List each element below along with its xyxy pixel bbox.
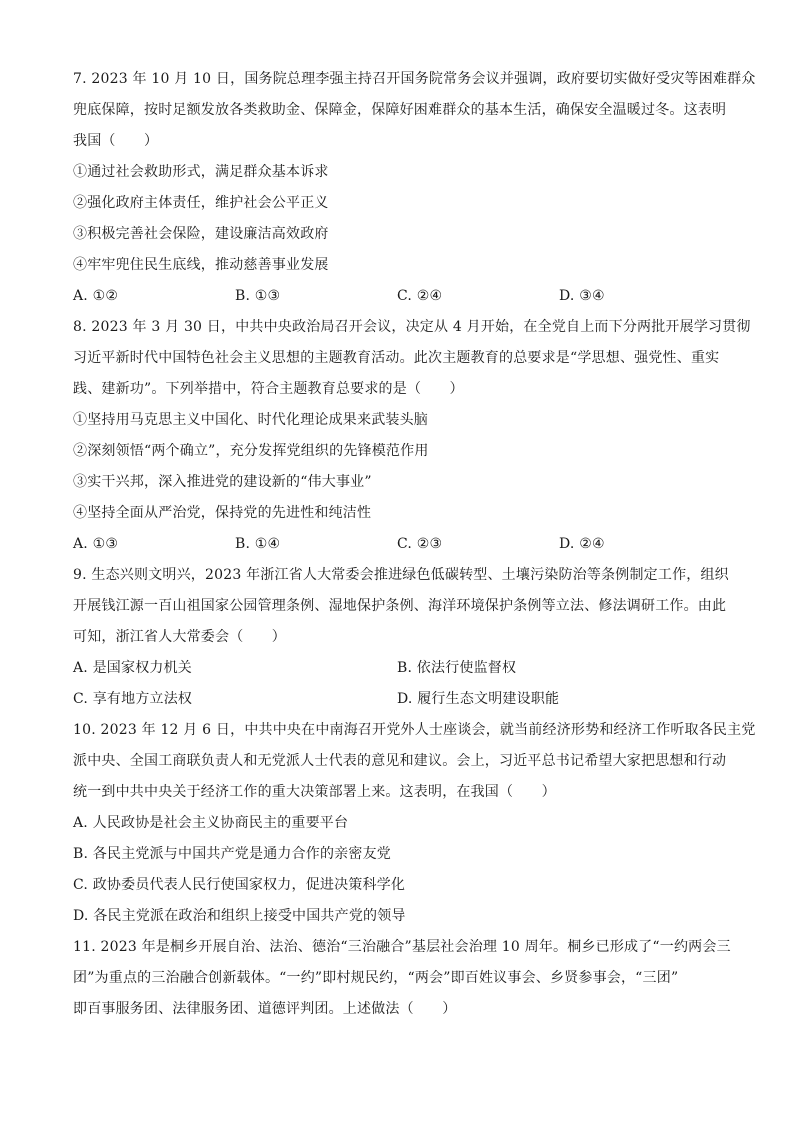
question-10	[73, 715, 756, 932]
question-stem-line: 7. 2023 年 10 月 10 日，国务院总理李强主持召开国务院常务会议并强调，政府要切实做好受灾等困难群众	[73, 71, 756, 87]
choice-b[interactable]: B. 依法行使监督权	[397, 660, 517, 676]
choice-b[interactable]: B. 各民主党派与中国共产党是通力合作的亲密友党	[73, 846, 391, 862]
statement-item: ③积极完善社会保险，建设廉洁高效政府	[73, 226, 329, 242]
choice-a[interactable]: A. ①②	[73, 288, 119, 304]
choice-a[interactable]: A. 人民政协是社会主义协商民主的重要平台	[73, 815, 349, 831]
question-stem-line: 即百事服务团、法律服务团、道德评判团。上述做法（ ）	[73, 1001, 457, 1017]
choice-row	[73, 684, 723, 715]
question-11	[73, 932, 731, 1025]
question-stem-line: 践、建新功”。下列举措中，符合主题教育总要求的是（ ）	[73, 381, 464, 397]
question-7	[73, 64, 756, 312]
question-8	[73, 312, 751, 560]
question-stem-line: 习近平新时代中国特色社会主义思想的主题教育活动。此次主题教育的总要求是“学思想、强党性、重实	[73, 350, 720, 366]
question-stem-line: 11. 2023 年是桐乡开展自治、法治、德治“三治融合”基层社会治理 10 周年。桐乡已形成了“一约两会三	[73, 939, 731, 955]
statement-item: ③实干兴邦，深入推进党的建设新的“伟大事业”	[73, 474, 372, 490]
question-stem-line: 8. 2023 年 3 月 30 日，中共中央政治局召开会议，决定从 4 月开始，在全党自上而下分两批开展学习贯彻	[73, 319, 751, 335]
question-stem-line: 我国（ ）	[73, 133, 159, 149]
choice-d[interactable]: D. ②④	[559, 536, 605, 552]
statement-item: ②深刻领悟“两个确立”，充分发挥党组织的先锋模范作用	[73, 443, 429, 459]
question-9	[73, 560, 729, 715]
question-stem-line: 团”为重点的三治融合创新载体。“一约”即村规民约，“两会”即百姓议事会、乡贤参事会，“三团”	[73, 970, 679, 986]
choice-a[interactable]: A. ①③	[73, 536, 119, 552]
question-stem-line: 10. 2023 年 12 月 6 日，中共中央在中南海召开党外人士座谈会，就当前经济形势和经济工作听取各民主党	[73, 722, 756, 738]
question-stem-line: 9. 生态兴则文明兴，2023 年浙江省人大常委会推进绿色低碳转型、土壤污染防治等条例制定工作，组织	[73, 567, 729, 583]
choice-c[interactable]: C. ②④	[397, 288, 443, 304]
choice-d[interactable]: D. ③④	[559, 288, 605, 304]
choice-row	[73, 281, 723, 312]
choice-d[interactable]: D. 各民主党派在政治和组织上接受中国共产党的领导	[73, 908, 406, 924]
statement-item: ①坚持用马克思主义中国化、时代化理论成果来武装头脑	[73, 412, 428, 428]
choice-row	[73, 529, 723, 560]
statement-item: ④牢牢兜住民生底线，推动慈善事业发展	[73, 257, 329, 273]
question-stem-line: 派中央、全国工商联负责人和无党派人士代表的意见和建议。会上，习近平总书记希望大家把思想和行动	[73, 753, 727, 769]
choice-b[interactable]: B. ①④	[235, 536, 281, 552]
choice-c[interactable]: C. 政协委员代表人民行使国家权力，促进决策科学化	[73, 877, 406, 893]
question-stem-line: 统一到中共中央关于经济工作的重大决策部署上来。这表明，在我国（ ）	[73, 784, 556, 800]
choice-c[interactable]: C. ②③	[397, 536, 443, 552]
statement-item: ①通过社会救助形式，满足群众基本诉求	[73, 164, 329, 180]
choice-a[interactable]: A. 是国家权力机关	[73, 660, 193, 676]
choice-b[interactable]: B. ①③	[235, 288, 281, 304]
question-stem-line: 兜底保障，按时足额发放各类救助金、保障金，保障好困难群众的基本生活，确保安全温暖过冬。这表明	[73, 102, 727, 118]
statement-item: ④坚持全面从严治党，保持党的先进性和纯洁性	[73, 505, 372, 521]
question-stem-line: 可知，浙江省人大常委会（ ）	[73, 629, 286, 645]
question-stem-line: 开展钱江源一百山祖国家公园管理条例、湿地保护条例、海洋环境保护条例等立法、修法调研工作。由此	[73, 598, 727, 614]
choice-d[interactable]: D. 履行生态文明建设职能	[397, 691, 560, 707]
choice-c[interactable]: C. 享有地方立法权	[73, 691, 193, 707]
statement-item: ②强化政府主体责任，维护社会公平正义	[73, 195, 329, 211]
choice-row	[73, 653, 723, 684]
